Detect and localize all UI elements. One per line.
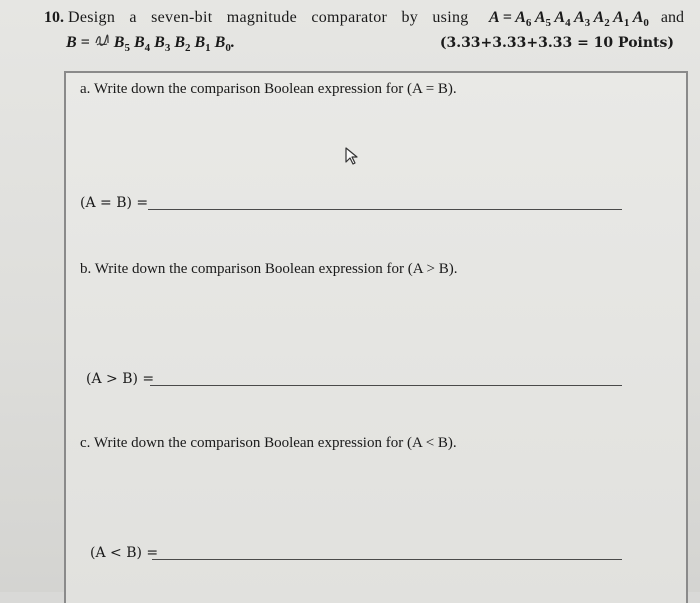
- a-definition: $A = A_6$ $A_5$ $A_4$ $A_3$ $A_2$ $A_1$ $A_0$: [488, 9, 649, 30]
- b-bit-sub: 5: [124, 42, 130, 55]
- part-b-answer-label: (A > B) =: [86, 371, 155, 387]
- b-bit-sub: 3: [164, 42, 171, 55]
- question-line-2: [44, 33, 684, 58]
- a-bit-sub: 0: [643, 17, 649, 30]
- b-bit-sub: 2: [184, 42, 191, 55]
- a-lhs: A =: [488, 9, 512, 26]
- question-number: 10.: [44, 9, 64, 26]
- a-bit-sub: 2: [604, 17, 610, 30]
- part-a-prompt: a. Write down the comparison Boolean expression for (A = B).: [80, 81, 457, 97]
- answer-box: [64, 71, 688, 603]
- b-definition: $B = B_5$ $B_4$ $B_3$ $B_2$ $B_1$ $B_0$.: [66, 34, 235, 55]
- part-b-answer-line[interactable]: [150, 385, 622, 386]
- a-bit-sub: 5: [545, 17, 551, 30]
- part-c-answer-line[interactable]: [152, 559, 622, 560]
- points-label: (3.33+3.33+3.33 = 10 Points): [439, 35, 674, 52]
- question-header: [44, 8, 684, 58]
- a-bit-sub: 4: [565, 17, 571, 30]
- question-line-1: [44, 8, 684, 33]
- mouse-pointer-icon: [344, 146, 360, 166]
- part-a-answer-line[interactable]: [148, 209, 622, 210]
- b-bit-sub: 1: [205, 42, 211, 55]
- and-word: and: [660, 9, 684, 26]
- pen-scribble-icon: [94, 33, 110, 49]
- b-lhs: B =: [66, 34, 90, 52]
- a-bit-sub: 1: [623, 17, 630, 30]
- a-bit-sub: 6: [525, 17, 532, 30]
- part-c-prompt: c. Write down the comparison Boolean expression for (A < B).: [80, 435, 457, 451]
- a-bit-sub: 3: [584, 17, 591, 30]
- part-c-answer-label: (A < B) =: [90, 545, 159, 561]
- b-bit-sub: 0: [225, 42, 231, 55]
- b-bit-sub: 4: [144, 42, 151, 55]
- part-b-prompt: b. Write down the comparison Boolean expression for (A > B).: [80, 261, 458, 277]
- question-text: Design a seven-bit magnitude comparator by using: [68, 9, 469, 26]
- part-a-answer-label: (A = B) =: [80, 195, 149, 211]
